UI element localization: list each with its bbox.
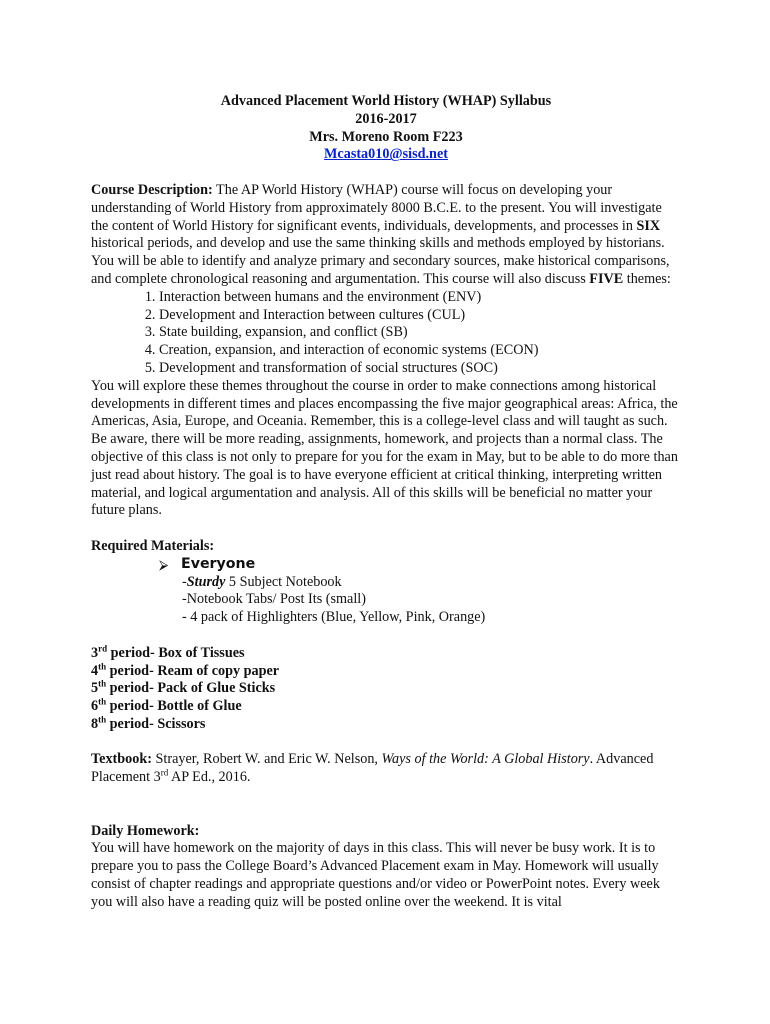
six-emphasis: SIX [636,217,661,234]
five-emphasis: FIVE [589,270,624,287]
teacher-email-link[interactable]: Mcasta010@sisd.net [324,146,448,163]
list-item: 3. State building, expansion, and conflict (SB) [159,324,681,342]
list-item: 4. Creation, expansion, and interaction of economic systems (ECON) [159,342,681,360]
list-item: 3rd period- Box of Tissues [91,642,245,661]
list-item: 4th period- Ream of copy paper [91,660,280,679]
daily-homework-label: Daily Homework: [91,822,200,839]
textbook-title: Ways of the World: A Global History [381,751,590,768]
syllabus-content [91,93,681,912]
list-item: -Sturdy 5 Subject Notebook [182,573,342,590]
list-item: 5th period- Pack of Glue Sticks [91,678,276,697]
textbook-info: Textbook: Strayer, Robert W. and Eric W. Nelson, Ways of the World: A Global History. Advanced Placement 3rd AP Ed., 2016. [91,751,654,786]
list-item: 2. Development and Interaction between cultures (CUL) [159,307,681,325]
everyone-bullet [91,556,681,574]
school-year: 2016-2017 [355,110,417,127]
everyone-heading: Everyone [181,555,256,572]
themes-list [91,289,681,378]
teacher-room: Mrs. Moreno Room F223 [309,128,463,145]
list-item: 6th period- Bottle of Glue [91,696,242,715]
syllabus-header [91,93,681,164]
list-item: 8th period- Scissors [91,714,206,732]
daily-homework-text: You will have homework on the majority of days in this class. This will never be busy work. It is to prepare you to pass the College Board’s Advanced Placement exam in May. Homework will usually consist of chapter readings and appropriate questions and/or video or PowerPoint notes. Every week you will also have a reading quiz will be posted online over the weekend. It is vital [91,840,660,910]
period-materials [91,642,681,734]
required-materials-label: Required Materials: [91,537,215,554]
course-description-continued: You will explore these themes throughout the course in order to make connections among historical developments in different times and places encompassing the five major geographical areas: Africa, the Americas, Asia, Europe, and Oceania. Remember, this is a college-level class and will taught as such. Be aware, there will be more reading, assignments, homework, and projects than a normal class. The objective of this class is not only to prepare for you for the exam in May, but to be able to do more than just read about history. The goal is to have everyone efficient at critical thinking, interpreting written material, and logical argumentation and analysis. All of this skills will be beneficial no matter your future plans. [91,377,678,519]
list-item: 1. Interaction between humans and the environment (ENV) [159,289,681,307]
arrow-bullet-icon: ⮚ [159,556,169,572]
syllabus-title: Advanced Placement World History (WHAP) Syllabus [220,93,552,109]
list-item: -Notebook Tabs/ Post Its (small) [182,591,366,608]
list-item: - 4 pack of Highlighters (Blue, Yellow, Pink, Orange) [182,609,486,626]
course-description: Course Description: The AP World History (WHAP) course will focus on developing your understanding of World History from approximately 8000 B.C.E. to the present. You will investigate the content of World History for significant events, individuals, developments, and processes in SIX historical periods, and develop and use the same thinking skills and methods employed by historians. You will be able to identify and analyze primary and secondary sources, make historical comparisons, and complete chronological reasoning and argumentation. This course will also discuss FIVE themes: [91,181,671,287]
textbook-label: Textbook: [91,751,152,768]
list-item: 5. Development and transformation of social structures (SOC) [159,360,681,378]
course-description-label: Course Description: [91,181,213,198]
everyone-materials [91,574,681,627]
